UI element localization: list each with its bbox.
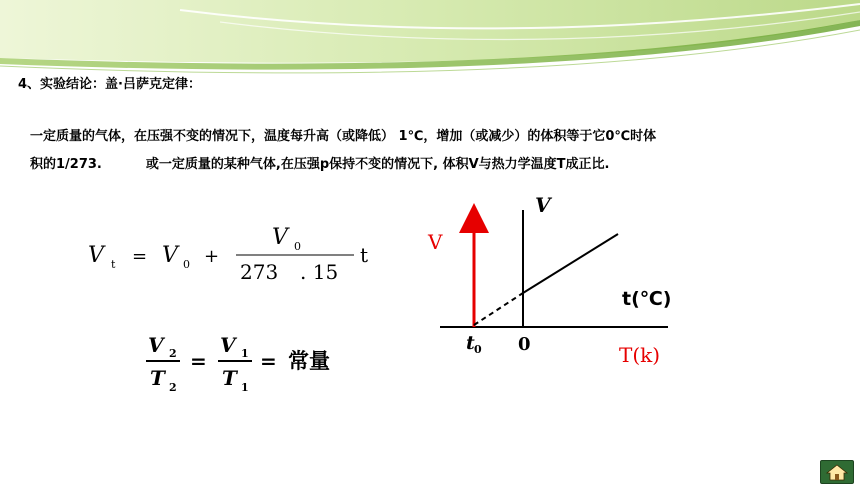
t0-sub: 0: [474, 343, 482, 356]
f1-den-b: . 15: [300, 260, 339, 284]
t-celsius-axis-label: t(℃): [622, 288, 672, 310]
f1-term-sub: 0: [183, 258, 190, 271]
f2-d2-sub: 1: [241, 381, 249, 394]
f1-term-var: V: [162, 243, 178, 268]
conclusion-line-2a: 积的1/273.: [30, 157, 102, 172]
volume-line: [523, 234, 618, 293]
f2-eq2: =: [260, 349, 277, 373]
f1-eq: =: [132, 246, 148, 267]
f2-d1-sub: 2: [169, 381, 177, 394]
section-heading: 4、实验结论：盖·吕萨克定律：: [18, 77, 201, 92]
conclusion-line-1: 一定质量的气体，在压强不变的情况下，温度每升高（或降低） 1℃，增加（或减少）的体积等于它0℃时体: [30, 129, 657, 144]
conclusion-line-2b: 或一定质量的某种气体,在压强p保持不变的情况下, 体积V与热力学温度T成正比.: [145, 157, 610, 172]
extrapolation-dashed-line: [474, 293, 523, 325]
home-icon: [821, 461, 853, 483]
zero-label: 0: [518, 334, 531, 355]
f2-rhs: 常量: [288, 349, 330, 373]
f1-num-var: V: [272, 225, 288, 250]
f1-lhs-var: V: [88, 243, 104, 268]
f2-n1-sub: 2: [169, 347, 177, 360]
f2-n2: V: [220, 333, 236, 357]
f1-den-a: 273: [240, 260, 279, 284]
kelvin-axis-label: T(k): [619, 343, 661, 367]
f2-eq1: =: [190, 349, 207, 373]
f1-plus: +: [204, 246, 220, 267]
v-axis-label: V: [535, 193, 551, 217]
f1-num-sub: 0: [294, 240, 301, 253]
f2-d1: T: [150, 366, 165, 390]
red-v-axis-label: V: [428, 230, 443, 254]
t0-label: t: [466, 332, 475, 354]
f1-tail: t: [360, 243, 369, 267]
f2-d2: T: [222, 366, 237, 390]
home-button[interactable]: [820, 460, 854, 484]
f2-n2-sub: 1: [241, 347, 249, 360]
f1-lhs-sub: t: [111, 258, 116, 271]
f2-n1: V: [148, 333, 164, 357]
